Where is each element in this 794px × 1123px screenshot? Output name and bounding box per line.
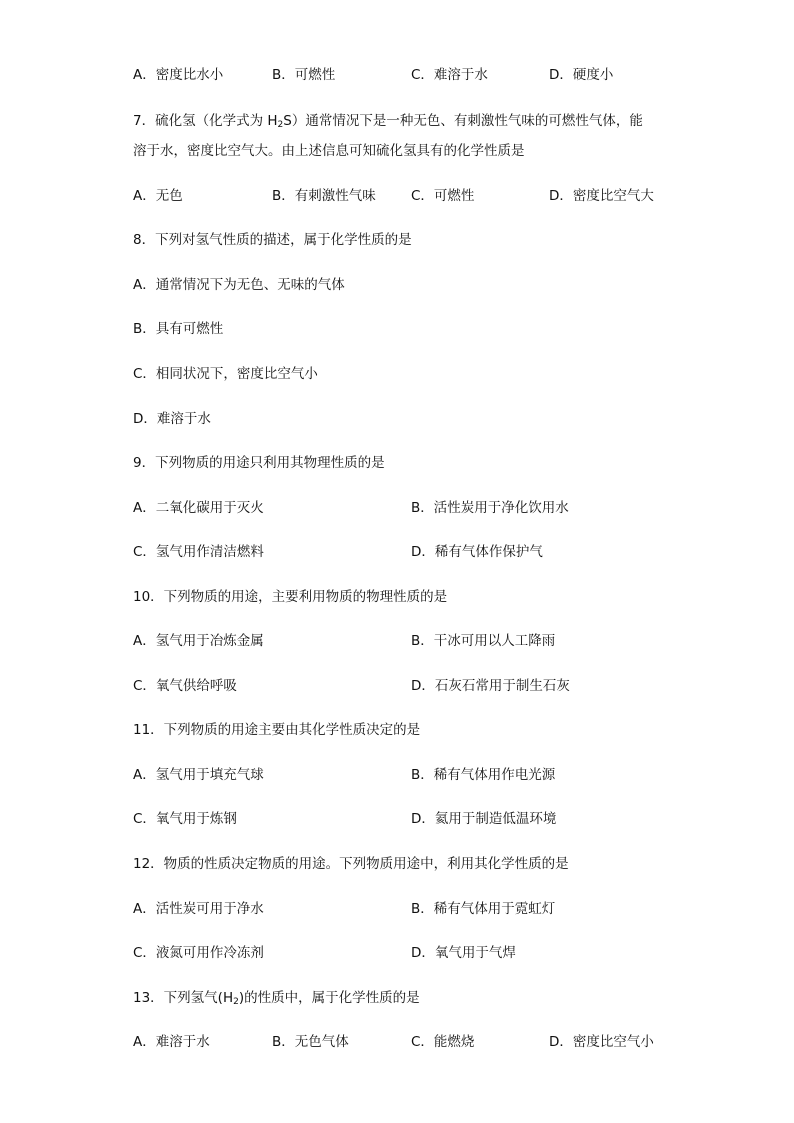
q9-option-d: D．稀有气体作保护气: [411, 544, 543, 560]
q7-option-b: B．有刺激性气味: [272, 188, 376, 204]
q9-option-c: C．氢气用作清洁燃料: [133, 544, 264, 560]
q10-stem: 10．下列物质的用途，主要利用物质的物理性质的是: [133, 589, 448, 605]
q12-option-a: A．活性炭可用于净水: [133, 901, 264, 917]
q10-option-c: C．氧气供给呼吸: [133, 678, 237, 694]
q10-option-a: A．氢气用于冶炼金属: [133, 633, 264, 649]
q7-stem-text-cont: S）通常情况下是一种无色、有刺激性气味的可燃性气体，能: [283, 113, 643, 129]
q13-stem-text: 13．下列氢气(H: [133, 990, 234, 1006]
q9-option-a: A．二氧化碳用于灭火: [133, 500, 264, 516]
q10-option-b: B．干冰可用以人工降雨: [411, 633, 556, 649]
q7-option-a: A．无色: [133, 188, 183, 204]
q9-option-b: B．活性炭用于净化饮用水: [411, 500, 569, 516]
q13-subscript: 2: [233, 997, 239, 1007]
q11-option-b: B．稀有气体用作电光源: [411, 767, 556, 783]
q6-option-b: B．可燃性: [272, 67, 336, 83]
q11-option-a: A．氢气用于填充气球: [133, 767, 264, 783]
q8-option-d: D．难溶于水: [133, 411, 211, 427]
q6-option-a: A．密度比水小: [133, 67, 224, 83]
q13-option-b: B．无色气体: [272, 1034, 349, 1050]
q8-option-b: B．具有可燃性: [133, 321, 224, 337]
q13-option-a: A．难溶于水: [133, 1034, 210, 1050]
q6-option-d: D．硬度小: [549, 67, 614, 83]
q8-option-a: A．通常情况下为无色、无味的气体: [133, 277, 345, 293]
q7-stem-line2: 溶于水，密度比空气大。由上述信息可知硫化氢具有的化学性质是: [133, 143, 525, 159]
q8-option-c: C．相同状况下，密度比空气小: [133, 366, 318, 382]
q13-option-c: C．能燃烧: [411, 1034, 475, 1050]
q7-option-d: D．密度比空气大: [549, 188, 654, 204]
q7-stem-text: 7．硫化氢（化学式为 H: [133, 113, 278, 129]
q12-option-d: D．氧气用于气焊: [411, 945, 516, 961]
q7-subscript: 2: [277, 120, 284, 130]
q13-option-d: D．密度比空气小: [549, 1034, 654, 1050]
q11-option-c: C．氧气用于炼钢: [133, 811, 237, 827]
q9-stem: 9．下列物质的用途只利用其物理性质的是: [133, 455, 385, 471]
q13-stem: [133, 989, 420, 1011]
q7-option-c: C．可燃性: [411, 188, 475, 204]
q13-stem-text-cont: )的性质中，属于化学性质的是: [238, 990, 420, 1006]
q7-stem-line1: [133, 112, 643, 134]
q11-option-d: D．氦用于制造低温环境: [411, 811, 557, 827]
q12-stem: 12．物质的性质决定物质的用途。下列物质用途中，利用其化学性质的是: [133, 856, 569, 872]
q8-stem: 8．下列对氢气性质的描述，属于化学性质的是: [133, 232, 412, 248]
q12-option-c: C．液氮可用作冷冻剂: [133, 945, 264, 961]
q12-option-b: B．稀有气体用于霓虹灯: [411, 901, 556, 917]
q6-option-c: C．难溶于水: [411, 67, 488, 83]
q11-stem: 11．下列物质的用途主要由其化学性质决定的是: [133, 722, 421, 738]
q10-option-d: D．石灰石常用于制生石灰: [411, 678, 570, 694]
